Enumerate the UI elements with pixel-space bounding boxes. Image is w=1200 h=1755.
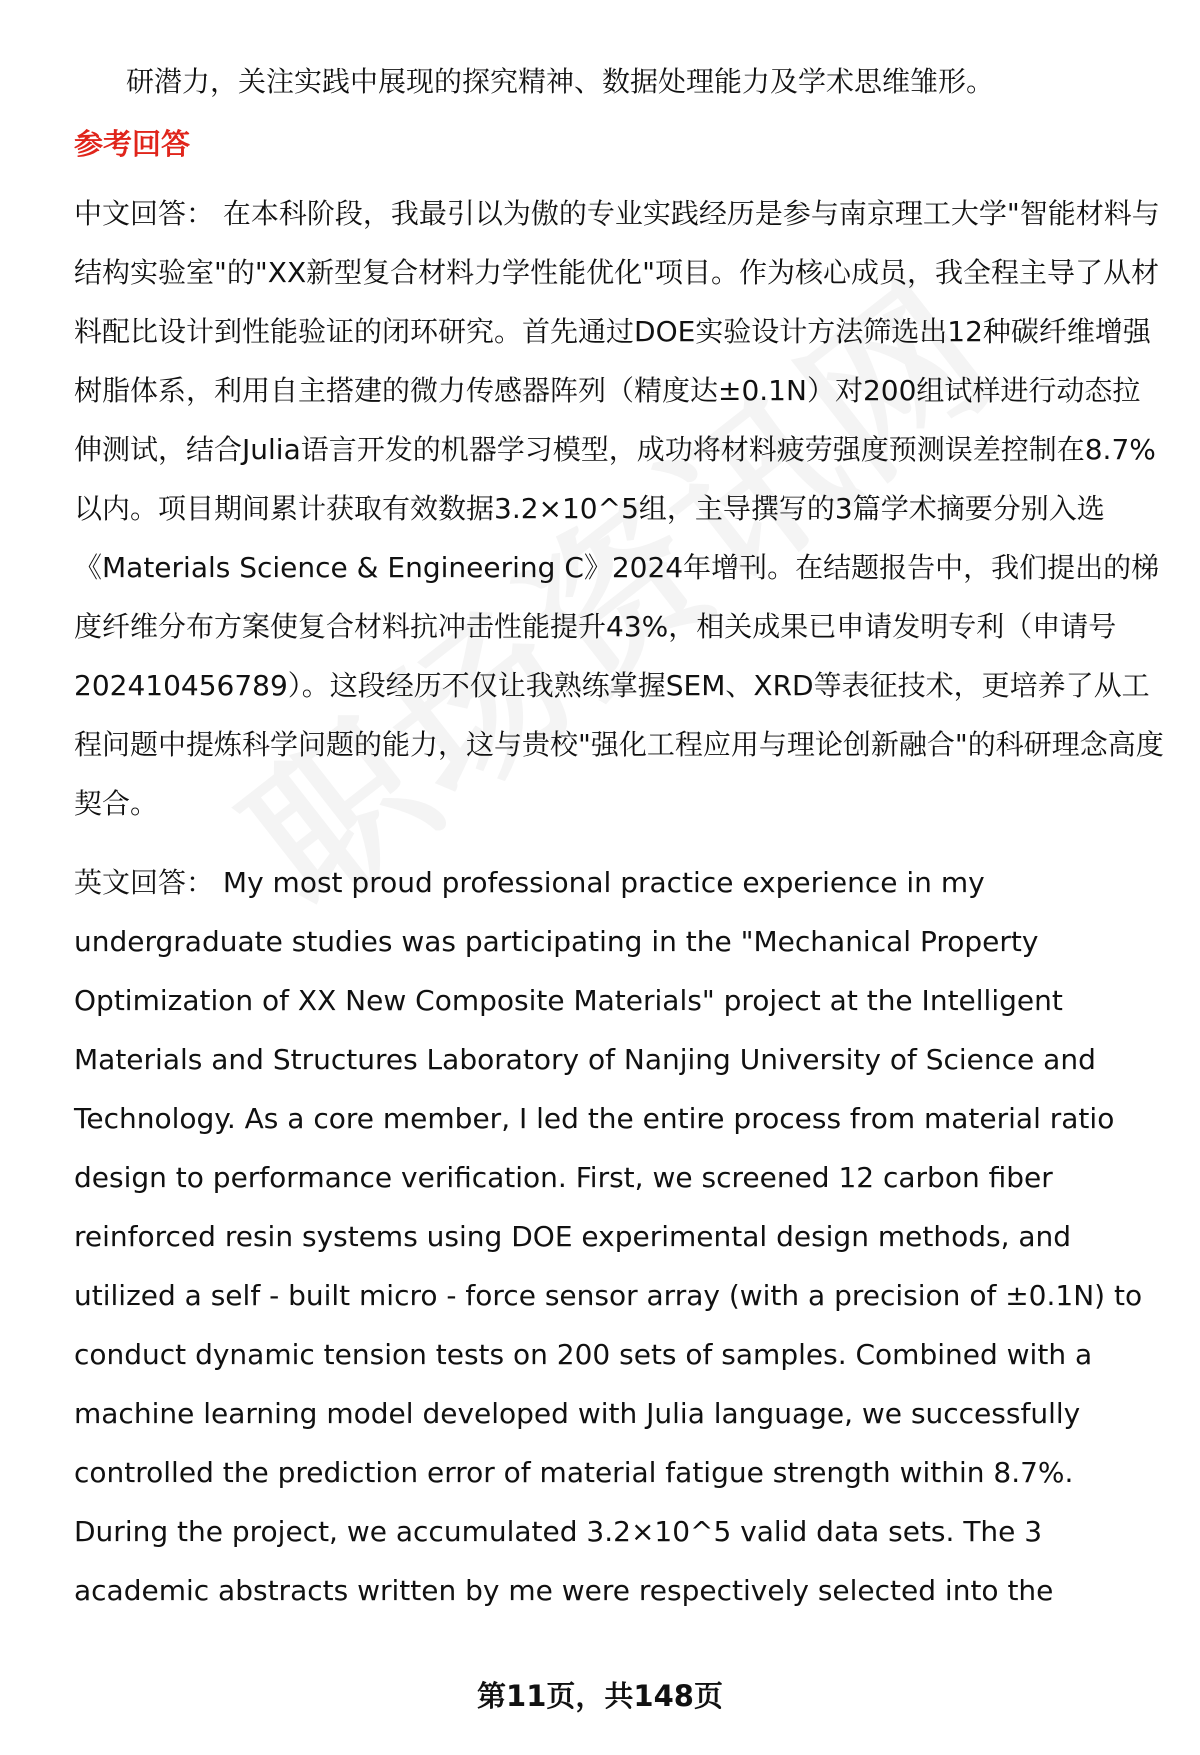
chinese-answer-label: 中文回答： xyxy=(74,197,215,230)
english-answer-label: 英文回答： xyxy=(74,866,215,899)
english-answer-paragraph xyxy=(74,853,1164,1620)
chinese-answer-paragraph xyxy=(74,184,1164,833)
section-title: 参考回答 xyxy=(74,127,191,161)
intro-paragraph: 研潜力，关注实践中展现的探究精神、数据处理能力及学术思维雏形。 xyxy=(126,65,995,98)
document-page xyxy=(74,52,1164,1640)
page-number: 第11页，共148页 xyxy=(477,1679,723,1713)
english-answer-text: My most proud professional practice experience in my undergraduate studies was participating in the "Mechanical Property Optimization of XX New Composite Materials" project at the Intelligent Materials and Structures Laboratory of Nanjing University of Science and Technology. As a core member, I led the entire process from material ratio design to performance verification. First, we screened 12 carbon fiber reinforced resin systems using DOE experimental design methods, and utilized a self - built micro - force sensor array (with a precision of ±0.1N) to conduct dynamic tension tests on 200 sets of samples. Combined with a machine learning model developed with Julia language, we successfully controlled the prediction error of material fatigue strength within 8.7%. During the project, we accumulated 3.2×10^5 valid data sets. The 3 academic abstracts written by me were respectively selected into the xyxy=(74,866,1143,1607)
chinese-answer-text: 在本科阶段，我最引以为傲的专业实践经历是参与南京理工大学"智能材料与结构实验室"的"XX新型复合材料力学性能优化"项目。作为核心成员，我全程主导了从材料配比设计到性能验证的闭环研究。首先通过DOE实验设计方法筛选出12种碳纤维增强树脂体系，利用自主搭建的微力传感器阵列（精度达±0.1N）对200组试样进行动态拉伸测试，结合Julia语言开发的机器学习模型，成功将材料疲劳强度预测误差控制在8.7%以内。项目期间累计获取有效数据3.2×10^5组，主导撰写的3篇学术摘要分别入选《Materials Science & Engineering C》2024年增刊。在结题报告中，我们提出的梯度纤维分布方案使复合材料抗冲击性能提升43%，相关成果已申请发明专利（申请号202410456789）。这段经历不仅让我熟练掌握SEM、XRD等表征技术，更培养了从工程问题中提炼科学问题的能力，这与贵校"强化工程应用与理论创新融合"的科研理念高度契合。 xyxy=(74,197,1164,820)
